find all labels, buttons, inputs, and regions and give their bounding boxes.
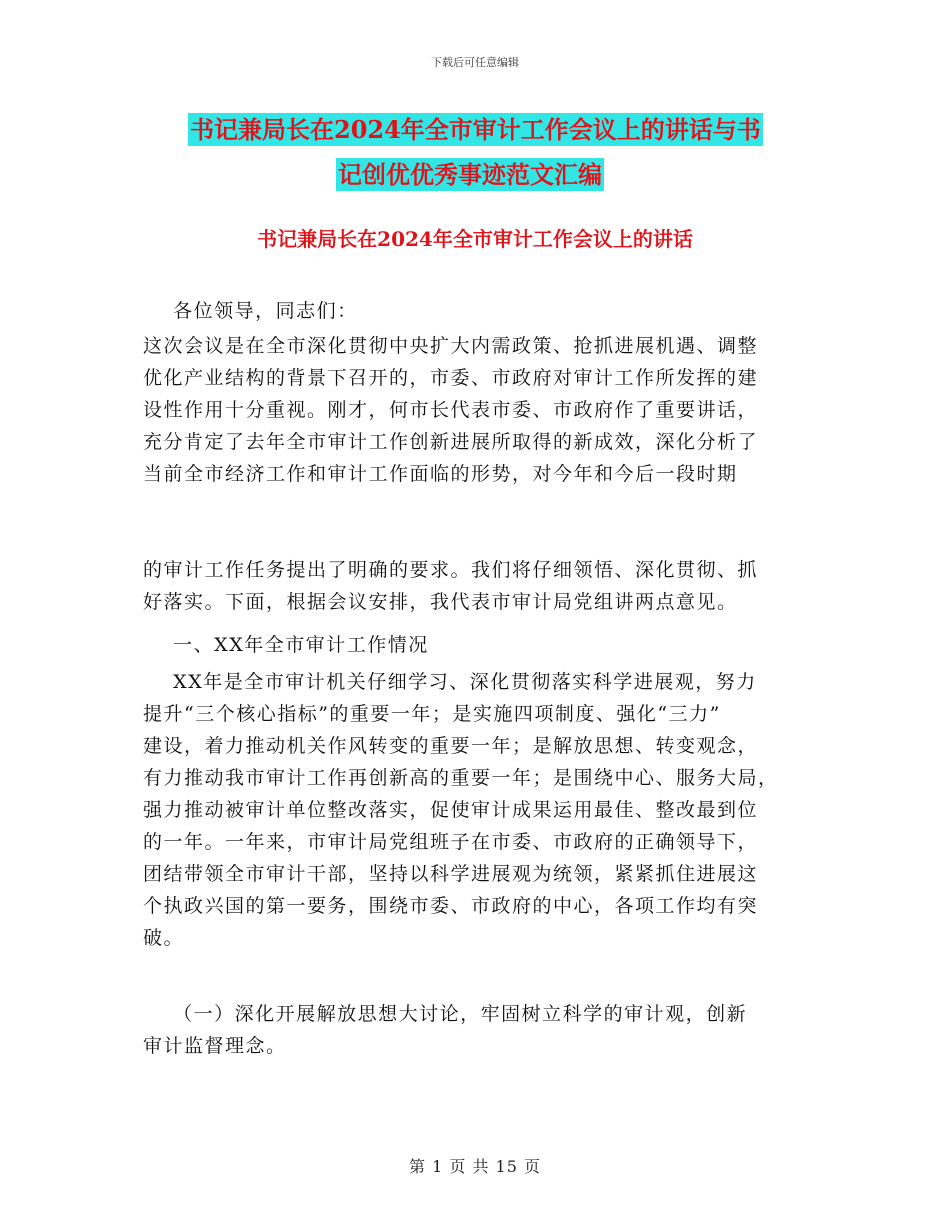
document-title-text-2: 记创优优秀事迹范文汇编	[338, 160, 602, 189]
section-title: 书记兼局长在2024年全市审计工作会议上的讲话	[257, 227, 693, 251]
document-title-line-1	[188, 110, 808, 150]
body-paragraph-3: XX年是全市审计机关仔细学习、深化贯彻落实科学进展观，努力 提升“三个核心指标”的重要一年；是实施四项制度、强化“三力” 建设，着力推动机关作风转变的重要一年；是解放思想、转变观念， 有力推动我市审计工作再创新高的重要一年；是围绕中心、服务大局， 强力推动被审计单位整改落实，促使审计成果运用最佳、整改最到位 的一年。一年来，市审计局党组班子在市委、市政府的正确领导下， 团结带领全市审计干部，坚持以科学进展观为统领，紧紧抓住进展这 个执政兴国的第一要务，围绕市委、市政府的中心，各项工作均有突 破。	[143, 671, 779, 949]
header-note: 下载后可任意编辑	[431, 56, 519, 69]
salutation-paragraph: 各位领导，同志们：	[143, 300, 358, 322]
section-heading-1: 一、XX年全市审计工作情况	[143, 634, 429, 656]
document-title-line-2	[336, 155, 950, 195]
body-paragraph-4: （一）深化开展解放思想大讨论，牢固树立科学的审计观，创新 审计监督理念。	[143, 1003, 748, 1057]
body-paragraph-2: 的审计工作任务提出了明确的要求。我们将仔细领悟、深化贯彻、抓 好落实。下面，根据会议安排，我代表市审计局党组讲两点意见。	[143, 559, 759, 613]
body-paragraph-1: 这次会议是在全市深化贯彻中央扩大内需政策、抢抓进展机遇、调整 优化产业结构的背景下召开的，市委、市政府对审计工作所发挥的建 设性作用十分重视。刚才，何市长代表市委、市政府作了重要讲话， 充分肯定了去年全市审计工作创新进展所取得的新成效，深化分析了 当前全市经济工作和审计工作面临的形势，对今年和今后一段时期	[143, 335, 759, 485]
document-title-text-1: 书记兼局长在2024年全市审计工作会议上的讲话与书	[190, 115, 761, 144]
page-number-footer: 第 1 页 共 15 页	[409, 1157, 541, 1176]
